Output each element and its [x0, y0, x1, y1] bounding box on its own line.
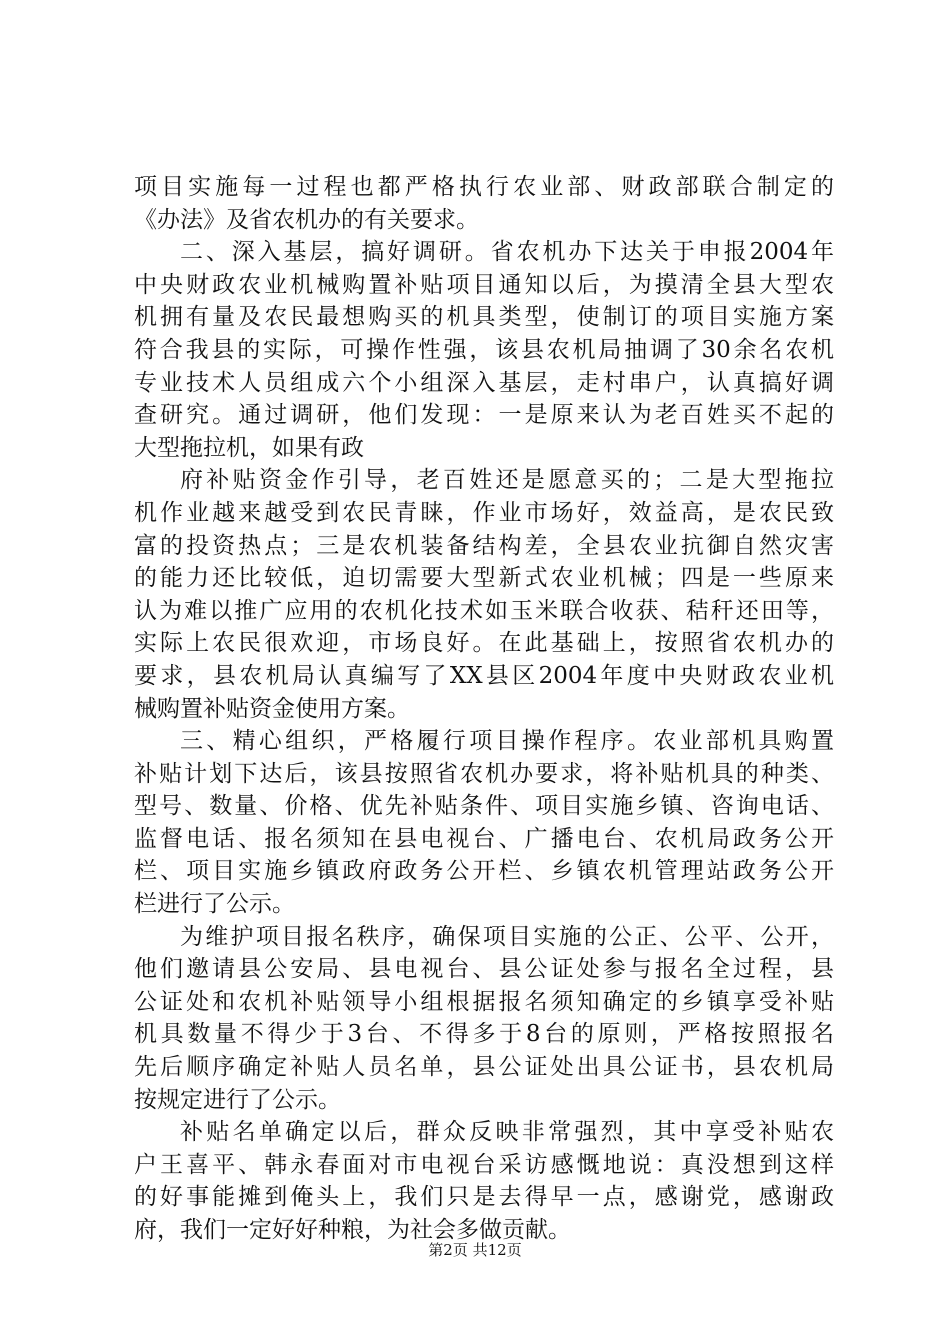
- text-line: 的能力还比较低，迫切需要大型新式农业机械；四是一些原来: [134, 565, 834, 592]
- text-line: 为维护项目报名秩序，确保项目实施的公正、公平、公开，: [180, 923, 834, 950]
- document-body: [134, 171, 834, 1247]
- text-line: 府，我们一定好好种粮，为社会多做贡献。: [134, 1217, 571, 1243]
- text-line: 补贴名单确定以后，群众反映非常强烈，其中享受补贴农: [180, 1119, 834, 1146]
- text-line: 三、精心组织，严格履行项目操作程序。农业部机具购置: [180, 728, 834, 755]
- text-line: 栏进行了公示。: [134, 891, 295, 918]
- text-line: 先后顺序确定补贴人员名单，县公证处出具公证书，县农机局: [134, 1054, 834, 1081]
- text-line: 的好事能摊到俺头上，我们只是去得早一点，感谢党，感谢政: [134, 1184, 834, 1211]
- text-line: 机作业越来越受到农民青睐，作业市场好，效益高，是农民致: [134, 499, 834, 526]
- text-line: 监督电话、报名须知在县电视台、广播电台、农机局政务公开: [134, 825, 834, 852]
- text-line: 符合我县的实际，可操作性强，该县农机局抽调了30余名农机: [134, 336, 834, 363]
- text-line: 按规定进行了公示。: [134, 1086, 341, 1113]
- text-line: 《办法》及省农机办的有关要求。: [134, 206, 479, 233]
- text-line: 要求，县农机局认真编写了XX县区2004年度中央财政农业机: [134, 662, 834, 689]
- text-line: 项目实施每一过程也都严格执行农业部、财政部联合制定的: [134, 174, 834, 200]
- text-line: 机拥有量及农民最想购买的机具类型，使制订的项目实施方案: [134, 304, 834, 331]
- text-line: 公证处和农机补贴领导小组根据报名须知确定的乡镇享受补贴: [134, 988, 834, 1015]
- page-number-footer: 第2页 共12页: [428, 1241, 522, 1259]
- text-line: 二、深入基层，搞好调研。省农机办下达关于申报2004年: [180, 239, 834, 266]
- text-line: 他们邀请县公安局、县电视台、县公证处参与报名全过程，县: [134, 956, 834, 983]
- text-line: 户王喜平、韩永春面对市电视台采访感慨地说：真没想到这样: [134, 1151, 834, 1178]
- text-line: 查研究。通过调研，他们发现：一是原来认为老百姓买不起的: [134, 402, 834, 429]
- text-line: 认为难以推广应用的农机化技术如玉米联合收获、秸秆还田等，: [134, 597, 834, 624]
- text-line: 实际上农民很欢迎，市场良好。在此基础上，按照省农机办的: [134, 630, 834, 657]
- text-line: 中央财政农业机械购置补贴项目通知以后，为摸清全县大型农: [134, 271, 834, 298]
- text-line: 械购置补贴资金使用方案。: [134, 695, 410, 722]
- text-line: 型号、数量、价格、优先补贴条件、项目实施乡镇、咨询电话、: [134, 793, 834, 820]
- text-line: 补贴计划下达后，该县按照省农机办要求，将补贴机具的种类、: [134, 760, 834, 787]
- text-line: 府补贴资金作引导，老百姓还是愿意买的；二是大型拖拉: [180, 467, 834, 494]
- text-line: 机具数量不得少于3台、不得多于8台的原则，严格按照报名: [134, 1021, 834, 1048]
- text-line: 栏、项目实施乡镇政府政务公开栏、乡镇农机管理站政务公开: [134, 858, 834, 885]
- text-line: 富的投资热点；三是农机装备结构差，全县农业抗御自然灾害: [134, 532, 834, 559]
- text-line: 大型拖拉机，如果有政: [134, 434, 364, 461]
- text-line: 专业技术人员组成六个小组深入基层，走村串户，认真搞好调: [134, 369, 834, 396]
